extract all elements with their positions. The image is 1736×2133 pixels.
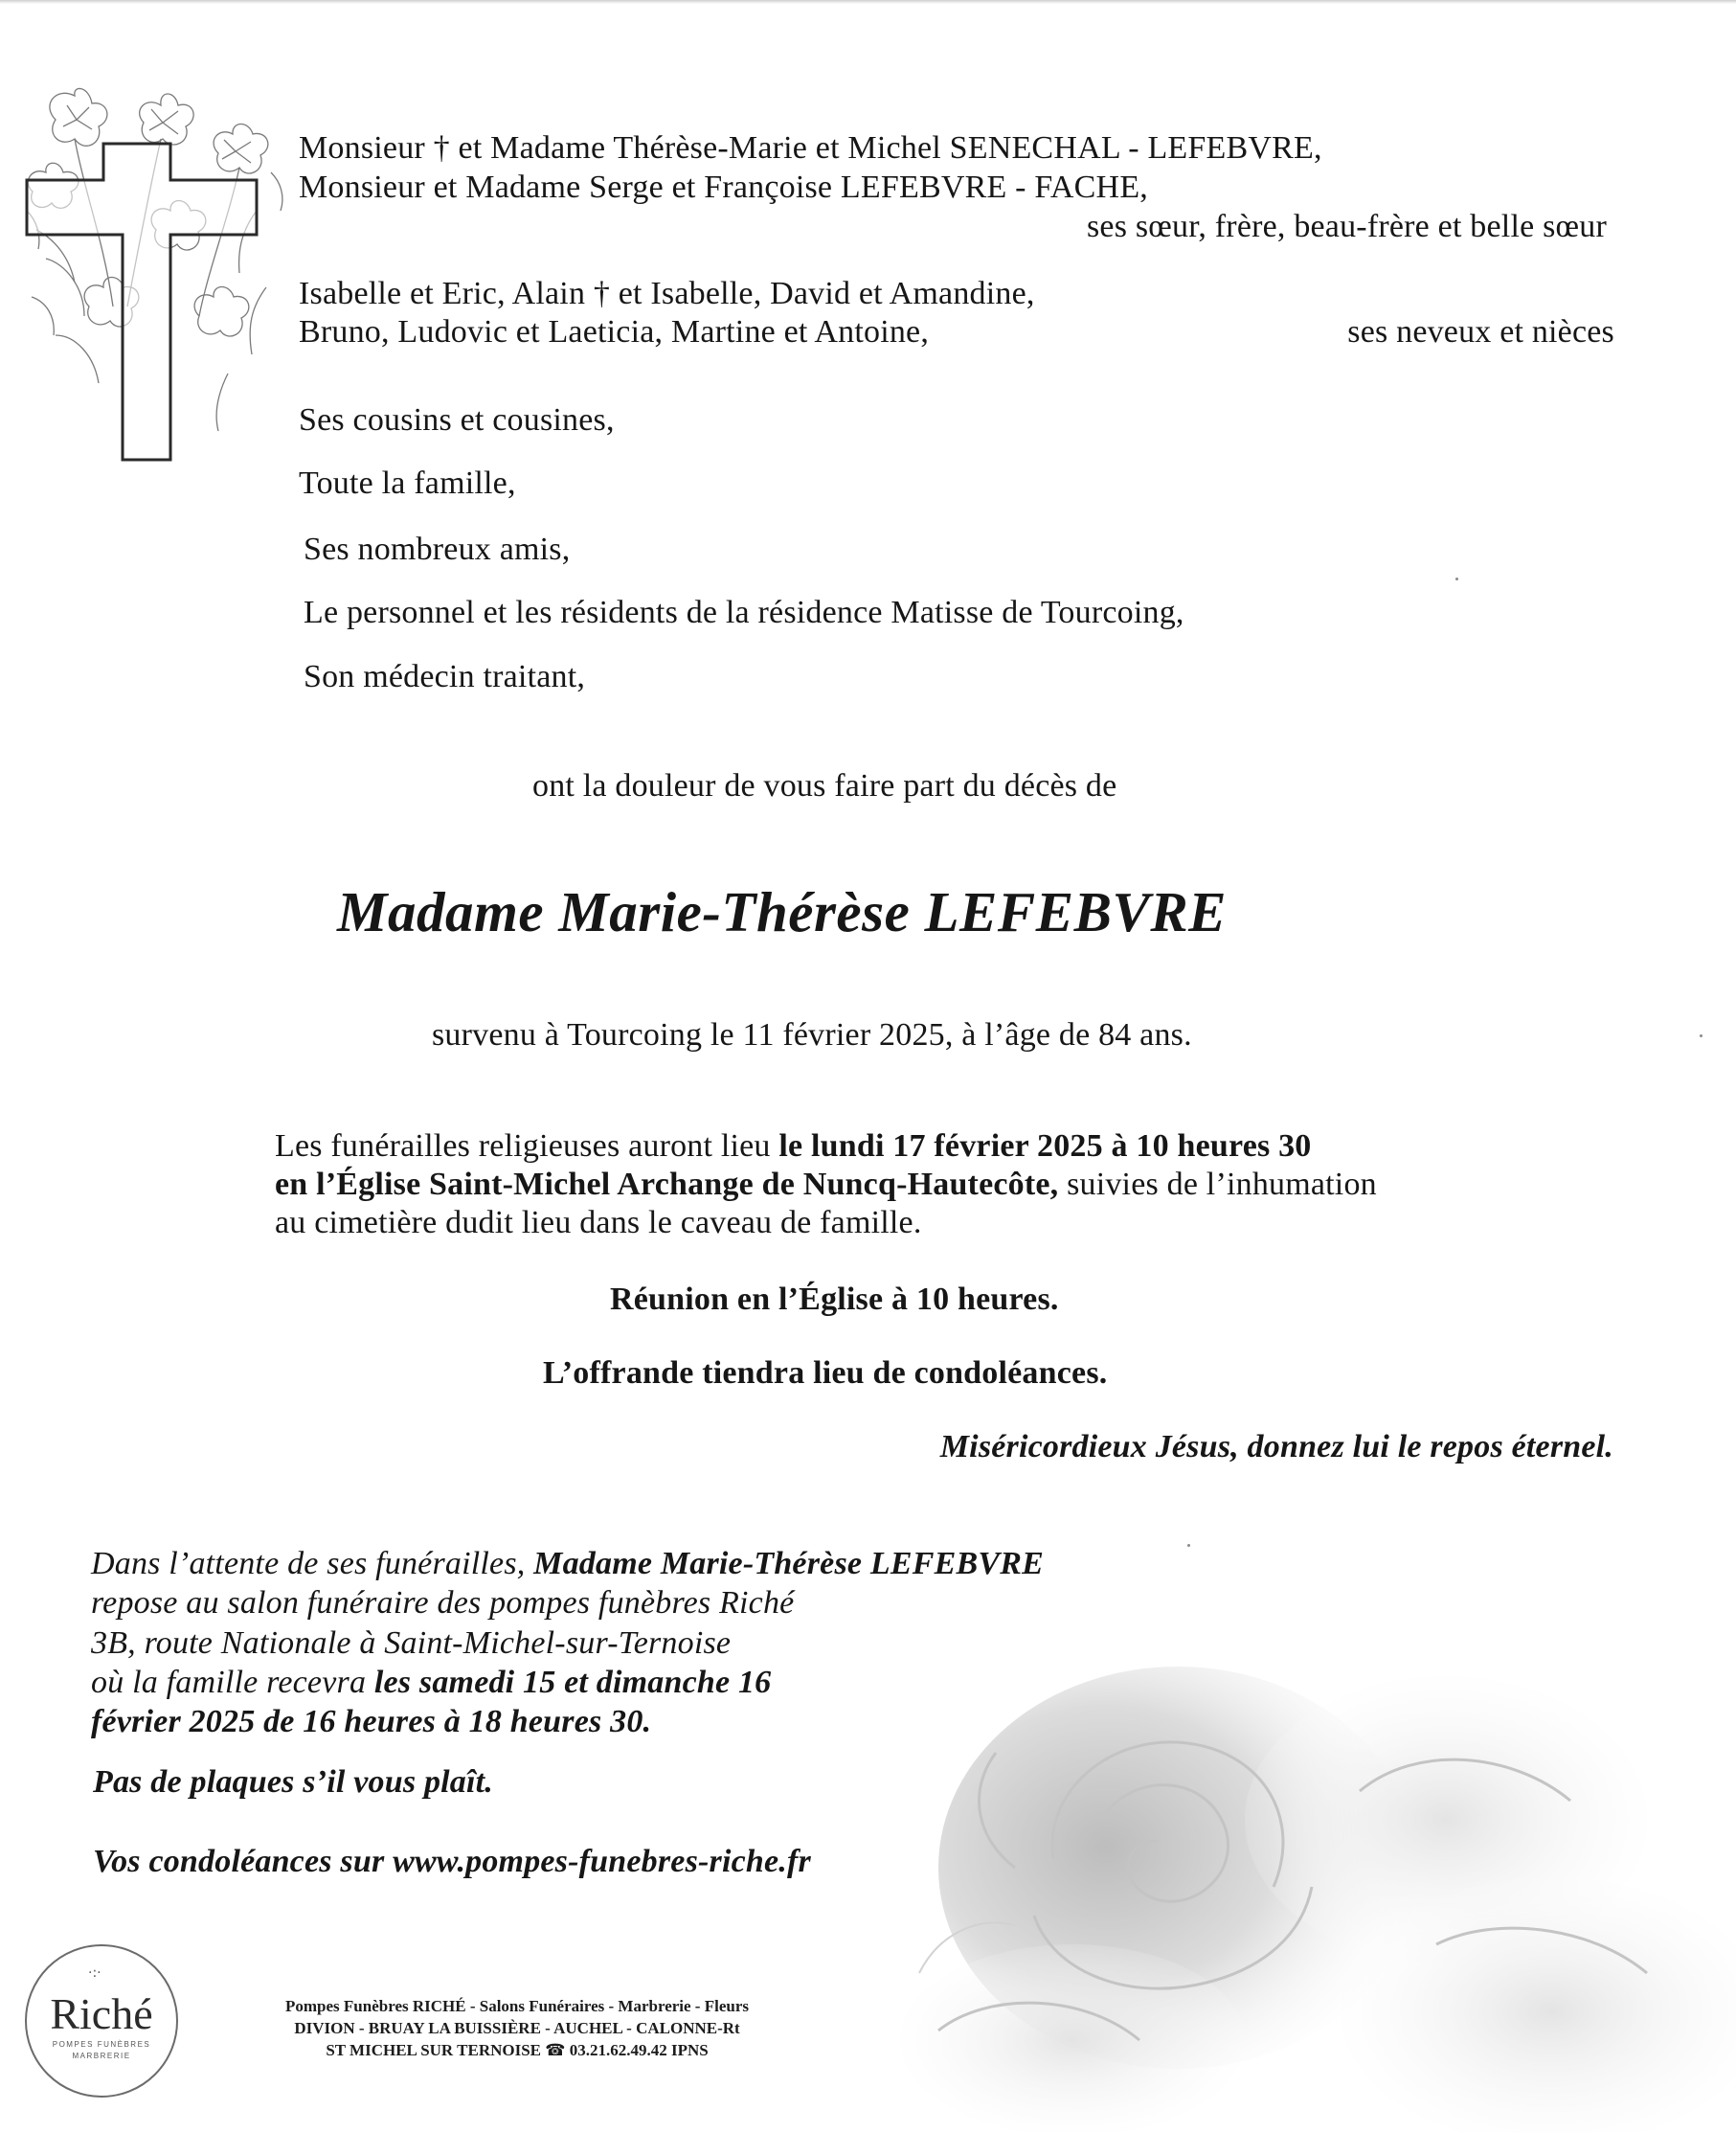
family-line-2: Monsieur et Madame Serge et Françoise LEFEBVRE - FACHE, — [299, 170, 1148, 205]
family-line-5: Bruno, Ludovic et Laeticia, Martine et Antoine, — [299, 314, 930, 350]
family-relation-2: ses neveux et nièces — [1347, 314, 1614, 350]
family-line-9: Le personnel et les résidents de la résidence Matisse de Tourcoing, — [304, 595, 1184, 630]
family-line-8: Ses nombreux amis, — [304, 532, 571, 567]
footer-phone: 03.21.62.49.42 IPNS — [565, 2041, 709, 2059]
family-line-7: Toute la famille, — [299, 465, 516, 501]
logo-name: Riché — [50, 1989, 153, 2038]
condolences-website: Vos condoléances sur www.pompes-funebres-riche.fr — [93, 1844, 811, 1879]
logo-dots: ·:· — [88, 1965, 101, 1981]
riche-logo — [25, 1944, 178, 2098]
family-relation-1: ses sœur, frère, beau-frère et belle sœur — [1086, 209, 1607, 244]
funeral-date-time: le lundi 17 février 2025 à 10 heures 30 — [778, 1128, 1312, 1164]
prayer: Miséricordieux Jésus, donnez lui le repos éternel. — [939, 1429, 1613, 1464]
viewing-deceased-name: Madame Marie-Thérèse LEFEBVRE — [533, 1546, 1044, 1581]
funeral-line-2-text: suivies de l’inhumation — [1058, 1167, 1377, 1202]
logo-subtitle: POMPES FUNÈBRES — [52, 2040, 151, 2049]
viewing-line-5: février 2025 de 16 heures à 18 heures 30. — [91, 1704, 652, 1739]
family-line-10: Son médecin traitant, — [304, 659, 586, 694]
death-info: survenu à Tourcoing le 11 février 2025, à l’âge de 84 ans. — [432, 1017, 1192, 1053]
family-line-1: Monsieur † et Madame Thérèse-Marie et Michel SENECHAL - LEFEBVRE, — [299, 130, 1322, 166]
footer-town: ST MICHEL SUR TERNOISE — [326, 2041, 546, 2059]
funeral-line-1 — [275, 1128, 1312, 1165]
deceased-name: Madame Marie-Thérèse LEFEBVRE — [337, 880, 1228, 943]
scan-speck — [1455, 578, 1458, 580]
viewing-line-1-text: Dans l’attente de ses funérailles, — [91, 1546, 534, 1581]
reunion-notice: Réunion en l’Église à 10 heures. — [610, 1282, 1059, 1317]
rose-illustration — [862, 1628, 1736, 2133]
viewing-line-4-text: où la famille recevra — [91, 1665, 374, 1700]
family-line-4: Isabelle et Eric, Alain † et Isabelle, David et Amandine, — [299, 276, 1035, 311]
no-plaques-notice: Pas de plaques s’il vous plaît. — [93, 1764, 493, 1800]
funeral-line-1-text: Les funérailles religieuses auront lieu — [275, 1128, 779, 1164]
viewing-line-4 — [91, 1665, 771, 1701]
viewing-line-2: repose au salon funéraire des pompes funèbres Riché — [91, 1585, 795, 1621]
funeral-line-3: au cimetière dudit lieu dans le caveau de famille. — [275, 1205, 922, 1240]
offering-notice: L’offrande tiendra lieu de condoléances. — [543, 1355, 1108, 1391]
footer-line-1: Pompes Funèbres RICHÉ - Salons Funéraires - Marbrerie - Fleurs — [285, 1997, 749, 2015]
scan-edge — [0, 0, 1736, 4]
footer-line-3 — [201, 2041, 833, 2060]
scan-speck — [1700, 1034, 1702, 1037]
scan-speck — [1187, 1544, 1190, 1547]
logo-subtitle-2: MARBRERIE — [72, 2052, 131, 2060]
cross-with-lilies-illustration — [17, 67, 295, 488]
footer-line-2: DIVION - BRUAY LA BUISSIÈRE - AUCHEL - CALONNE-Rt — [294, 2019, 740, 2037]
viewing-line-3: 3B, route Nationale à Saint-Michel-sur-Ternoise — [91, 1625, 732, 1661]
funeral-church: en l’Église Saint-Michel Archange de Nuncq-Hautecôte, — [275, 1167, 1059, 1202]
phone-icon: ☎ — [545, 2041, 566, 2060]
viewing-line-1 — [91, 1546, 1044, 1582]
announcement-intro: ont la douleur de vous faire part du décès de — [532, 768, 1117, 804]
family-line-6: Ses cousins et cousines, — [299, 402, 615, 438]
viewing-dates: les samedi 15 et dimanche 16 — [373, 1665, 772, 1700]
funeral-line-2 — [275, 1167, 1377, 1203]
